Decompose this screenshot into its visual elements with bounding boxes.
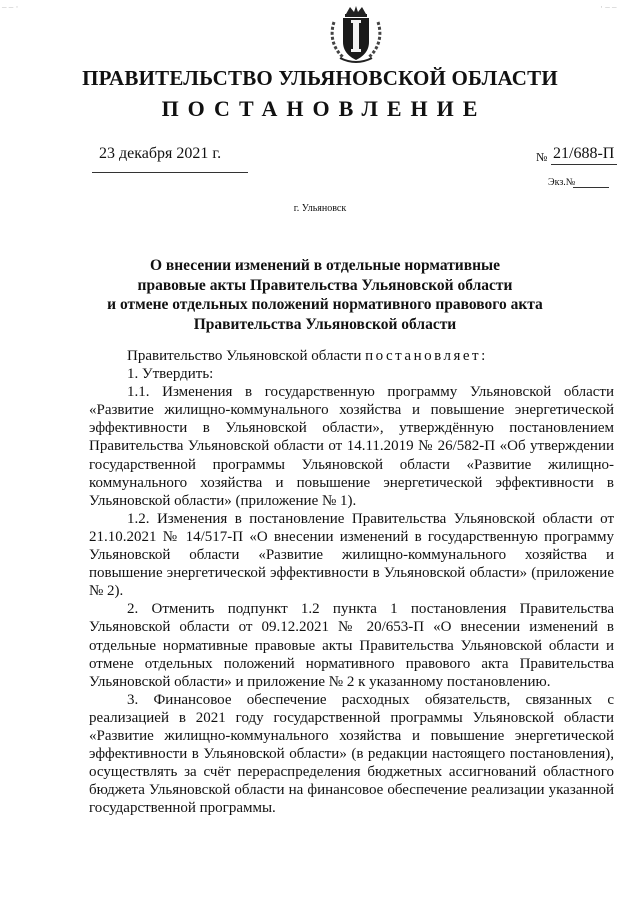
paragraph-1-1: 1.1. Изменения в государственную программу Ульяновской области «Развитие жилищно-коммунального хозяйства и повышение энергетической эффективности в Ульяновской области», утверждённую постановлением Правительства Ульяновской области от 14.11.2019 № 26/582-П «Об утверждении государственной программы Ульяновской области «Развитие жилищно-коммунального хозяйства и повышение энергетической эффективности в Ульяновской области» (приложение № 1). <box>89 384 614 509</box>
paragraph-1-2: 1.2. Изменения в постановление Правительства Ульяновской области от 21.10.2021 № 14/517-П «О внесении изменений в государственную программу Ульяновской области «Развитие жилищно-коммунального хозяйства и повышение энергетической эффективности в Ульяновской области» (приложение № 2). <box>89 510 614 600</box>
title-line: правовые акты Правительства Ульяновской области <box>137 276 513 294</box>
decree-title <box>95 256 555 334</box>
document-type: ПОСТАНОВЛЕНИЕ <box>161 96 487 121</box>
intro-verb: постановляет: <box>365 348 488 364</box>
decree-date: 23 декабря 2021 г. <box>99 145 222 162</box>
scan-mark-left: – – · <box>2 2 19 12</box>
title-line: О внесении изменений в отдельные нормативные <box>149 257 501 274</box>
title-line: Правительства Ульяновской области <box>193 315 457 333</box>
decree-number: 21/688-П <box>553 145 615 162</box>
coat-of-arms-icon <box>326 4 386 66</box>
paragraph-1: 1. Утвердить: <box>127 366 214 383</box>
intro-paragraph <box>89 347 614 365</box>
decree-body <box>89 347 614 817</box>
scan-mark-right: · – – <box>600 2 617 12</box>
paragraph-3: 3. Финансовое обеспечение расходных обязательств, связанных с реализацией в 2021 году государственной программы Ульяновской области «Развитие жилищно-коммунального хозяйства и повышение энергетической эффективности в Ульяновской области» (в редакции настоящего постановления), осуществлять за счёт перераспределения бюджетных ассигнований областного бюджета Ульяновской области на финансовое обеспечение реализации указанной государственной программы. <box>89 691 614 817</box>
intro-subject: Правительство Ульяновской области <box>127 348 362 364</box>
paragraph-2: 2. Отменить подпункт 1.2 пункта 1 постановления Правительства Ульяновской области от 09.12.2021 № 20/653-П «О внесении изменений в отдельные нормативные правовые акты Правительства Ульяновской области и отмене отдельных положений нормативного правового акта Правительства Ульяновской области» и приложение № 2 к указанному постановлению. <box>89 601 614 690</box>
title-line: и отмене отдельных положений нормативного правового акта <box>107 296 543 313</box>
copy-underline <box>573 187 609 188</box>
number-sign: № <box>536 150 548 164</box>
city: г. Ульяновск <box>293 203 347 214</box>
number-underline <box>551 164 617 165</box>
government-name: ПРАВИТЕЛЬСТВО УЛЬЯНОВСКОЙ ОБЛАСТИ <box>82 66 558 90</box>
copy-label: Экз.№ <box>548 177 576 188</box>
date-underline <box>92 172 248 173</box>
